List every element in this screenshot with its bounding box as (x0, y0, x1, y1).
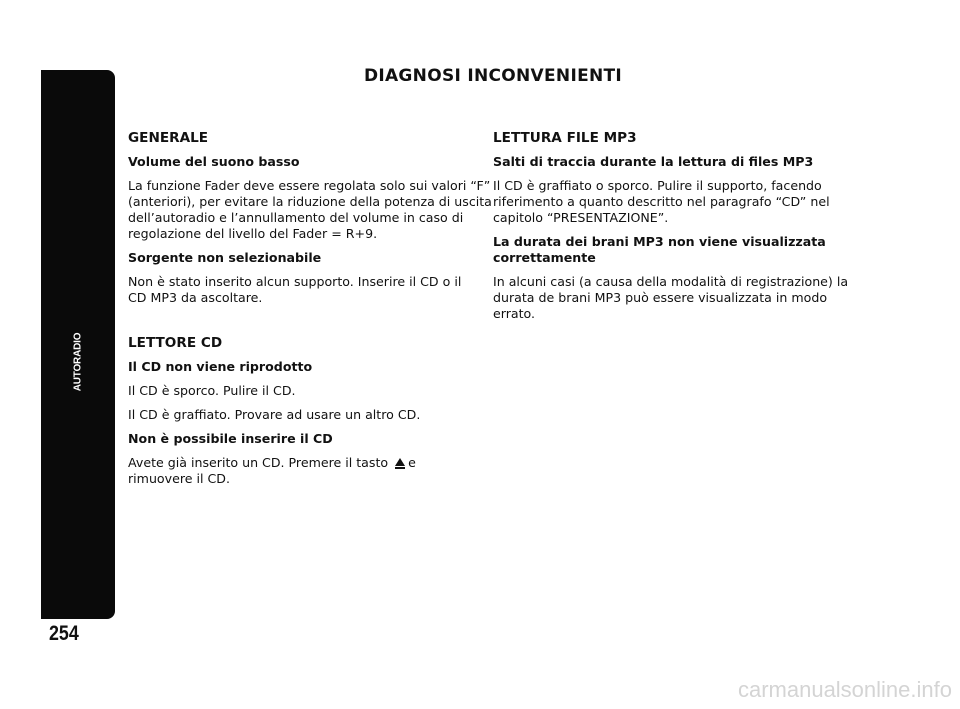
text-line: Il CD è graffiato o sporco. Pulire il supporto, facendo (493, 178, 822, 193)
heading-generale: GENERALE (128, 130, 209, 146)
text-line: (anteriori), per evitare la riduzione della potenza di uscita (128, 194, 492, 209)
left-column (128, 130, 492, 495)
subheading-durata-brani (493, 234, 853, 266)
eject-icon (395, 458, 405, 466)
text-line: La durata dei brani MP3 non viene visualizzata (493, 234, 826, 249)
text-line: rimuovere il CD. (128, 471, 230, 486)
subheading-sorgente: Sorgente non selezionabile (128, 250, 322, 265)
text-line: CD MP3 da ascoltare. (128, 290, 263, 305)
text-line: durata de brani MP3 può essere visualizzata in modo (493, 290, 828, 305)
paragraph-cd-sporco: Il CD è sporco. Pulire il CD. (128, 383, 296, 398)
heading-lettore-cd: LETTORE CD (128, 335, 223, 351)
text-line: La funzione Fader deve essere regolata solo sui valori “F” (128, 178, 491, 193)
text-line: riferimento a quanto descritto nel paragrafo “CD” nel (493, 194, 830, 209)
text-line: In alcuni casi (a causa della modalità di registrazione) la (493, 274, 849, 289)
text-line: regolazione del livello del Fader = R+9. (128, 226, 378, 241)
text-line: errato. (493, 306, 536, 321)
paragraph-graffiato (493, 178, 853, 226)
text-line: Non è stato inserito alcun supporto. Inserire il CD o il (128, 274, 462, 289)
page-number: 254 (49, 622, 79, 645)
paragraph-durata (493, 274, 853, 322)
text-fragment: e (408, 455, 416, 470)
heading-lettura-mp3: LETTURA FILE MP3 (493, 130, 637, 146)
subheading-salti-traccia: Salti di traccia durante la lettura di files MP3 (493, 154, 814, 169)
paragraph-supporto (128, 274, 488, 306)
text-fragment: Avete già inserito un CD. Premere il tasto (128, 455, 389, 470)
subheading-cd-non-riprodotto: Il CD non viene riprodotto (128, 359, 313, 374)
page-title: DIAGNOSI INCONVENIENTI (363, 66, 623, 86)
section-label: AUTORADIO (72, 332, 84, 392)
watermark: carmanualsonline.info (737, 677, 952, 702)
paragraph-cd-graffiato: Il CD è graffiato. Provare ad usare un altro CD. (128, 407, 421, 422)
subheading-non-possibile: Non è possibile inserire il CD (128, 431, 333, 446)
paragraph-eject (128, 455, 488, 487)
paragraph-fader (128, 178, 492, 242)
right-column (493, 130, 853, 330)
text-line: capitolo “PRESENTAZIONE”. (493, 210, 669, 225)
subheading-volume: Volume del suono basso (128, 154, 300, 169)
text-line: correttamente (493, 250, 596, 265)
text-line: dell’autoradio e l’annullamento del volume in caso di (128, 210, 464, 225)
